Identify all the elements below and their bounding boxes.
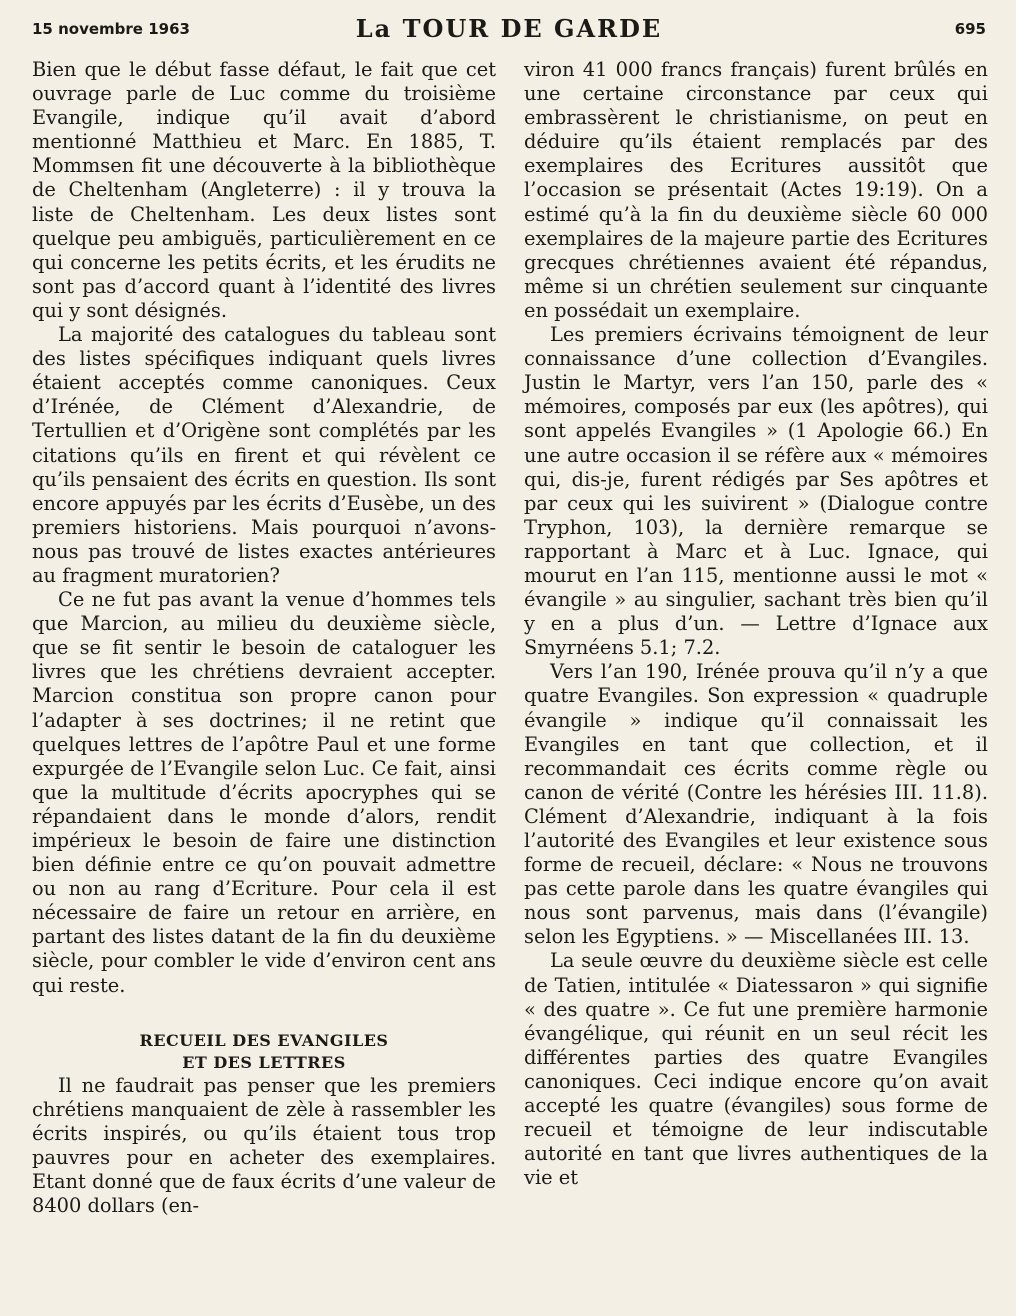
section-heading xyxy=(32,1030,496,1074)
page-header xyxy=(32,14,986,50)
paragraph: Vers l’an 190, Irénée prouva qu’il n’y a que quatre Evangiles. Son expression « quadruple évangile » indique qu’il connaissait les Evangiles en tant que collection, et il recommandait ces écrits comme règle ou canon de vérité (Contre les hérésies III. 11.8). Clément d’Alexandrie, indiquant à la fois l’autorité des Evangiles et leur existence sous forme de recueil, déclare: « Nous ne trouvons pas cette parole dans les quatre évangiles qui nous sont parvenus, mais dans (l’évangile) selon les Egyptiens. » — Miscellanées III. 13. xyxy=(524,660,988,949)
issue-date: 15 novembre 1963 xyxy=(32,20,190,38)
paragraph: La majorité des catalogues du tableau sont des listes spécifiques indiquant quels livres étaient acceptés comme canoniques. Ceux d’Irénée, de Clément d’Alexandrie, de Tertullien et d’Origène sont complétés par les citations qu’ils en firent et qui révèlent ce qu’ils pensaient des écrits en question. Ils sont encore appuyés par les écrits d’Eusèbe, un des premiers historiens. Mais pourquoi n’avons-nous pas trouvé de listes exactes antérieures au fragment muratorien? xyxy=(32,323,496,587)
magazine-title: La TOUR DE GARDE xyxy=(355,14,663,43)
paragraph: Bien que le début fasse défaut, le fait que cet ouvrage parle de Luc comme du troisième Evangile, indique qu’il avait d’abord mentionné Matthieu et Marc. En 1885, T. Mommsen fit une découverte à la bibliothèque de Cheltenham (Angleterre) : il y trouva la liste de Cheltenham. Les deux listes sont quelque peu ambiguës, particulièrement en ce qui concerne les petits écrits, et les érudits ne sont pas d’accord quant à l’identité des livres qui y sont désignés. xyxy=(32,58,496,322)
paragraph: viron 41 000 francs français) furent brûlés en une certaine circonstance par ceux qui embrassèrent le christianisme, on peut en déduire qu’ils étaient remplacés par des exemplaires des Ecritures aussitôt que l’occasion se présentait (Actes 19:19). On a estimé qu’à la fin du deuxième siècle 60 000 exemplaires de la majeure partie des Ecritures grecques chrétiennes avaient été répandus, même si un chrétien seulement sur cinquante en possédait un exemplaire. xyxy=(524,58,988,322)
paragraph: Il ne faudrait pas penser que les premiers chrétiens manquaient de zèle à rassembler les écrits inspirés, ou qu’ils étaient tous trop pauvres pour en acheter des exemplaires. Etant donné que de faux écrits d’une valeur de 8400 dollars (en- xyxy=(32,1073,496,1218)
section-heading-line: RECUEIL DES EVANGILES xyxy=(139,1030,389,1050)
paragraph: Ce ne fut pas avant la venue d’hommes tels que Marcion, au milieu du deuxième siècle, que se fit sentir le besoin de cataloguer les livres que les chrétiens devraient accepter. Marcion constitua son propre canon pour l’adapter à ses doctrines; il ne retint que quelques lettres de l’apôtre Paul et une forme expurgée de l’Evangile selon Luc. Ce fait, ainsi que la multitude d’écrits apocryphes qui se répandaient dans le monde d’alors, rendit impérieux le besoin de faire une distinction bien définie entre ce qu’on pouvait admettre ou non au rang d’Ecriture. Pour cela il est nécessaire de faire un retour en arrière, en partant des listes datant de la fin du deuxième siècle, pour combler le vide d’environ cent ans qui reste. xyxy=(32,588,496,997)
left-column xyxy=(32,58,496,1218)
page-number: 695 xyxy=(954,20,986,38)
paragraph: Les premiers écrivains témoignent de leur connaissance d’une collection d’Evangiles. Justin le Martyr, vers l’an 150, parle des « mémoires, composés par eux (les apôtres), qui sont appelés Evangiles » (1 Apologie 66.) En une autre occasion il se réfère aux « mémoires qui, dis-je, furent rédigés par Ses apôtres et par ceux qui les suivirent » (Dialogue contre Tryphon, 103), la dernière remarque se rapportant à Marc et à Luc. Ignace, qui mourut en l’an 115, mentionne aussi le mot « évangile » au singulier, sachant très bien qu’il y en a plus d’un. — Lettre d’Ignace aux Smyrnéens 5.1; 7.2. xyxy=(524,323,988,660)
section-heading-line: ET DES LETTRES xyxy=(182,1052,346,1072)
paragraph: La seule œuvre du deuxième siècle est celle de Tatien, intitulée « Diatessaron » qui signifie « des quatre ». Ce fut une première harmonie évangélique, qui réunit en un seul récit les différentes parties des quatre Evangiles canoniques. Ceci indique encore qu’on avait accepté les quatre (évangiles) sous forme de recueil et témoigne de leur indiscutable autorité en tant que livres authentiques de la vie et xyxy=(524,949,988,1190)
right-column xyxy=(524,58,988,1190)
